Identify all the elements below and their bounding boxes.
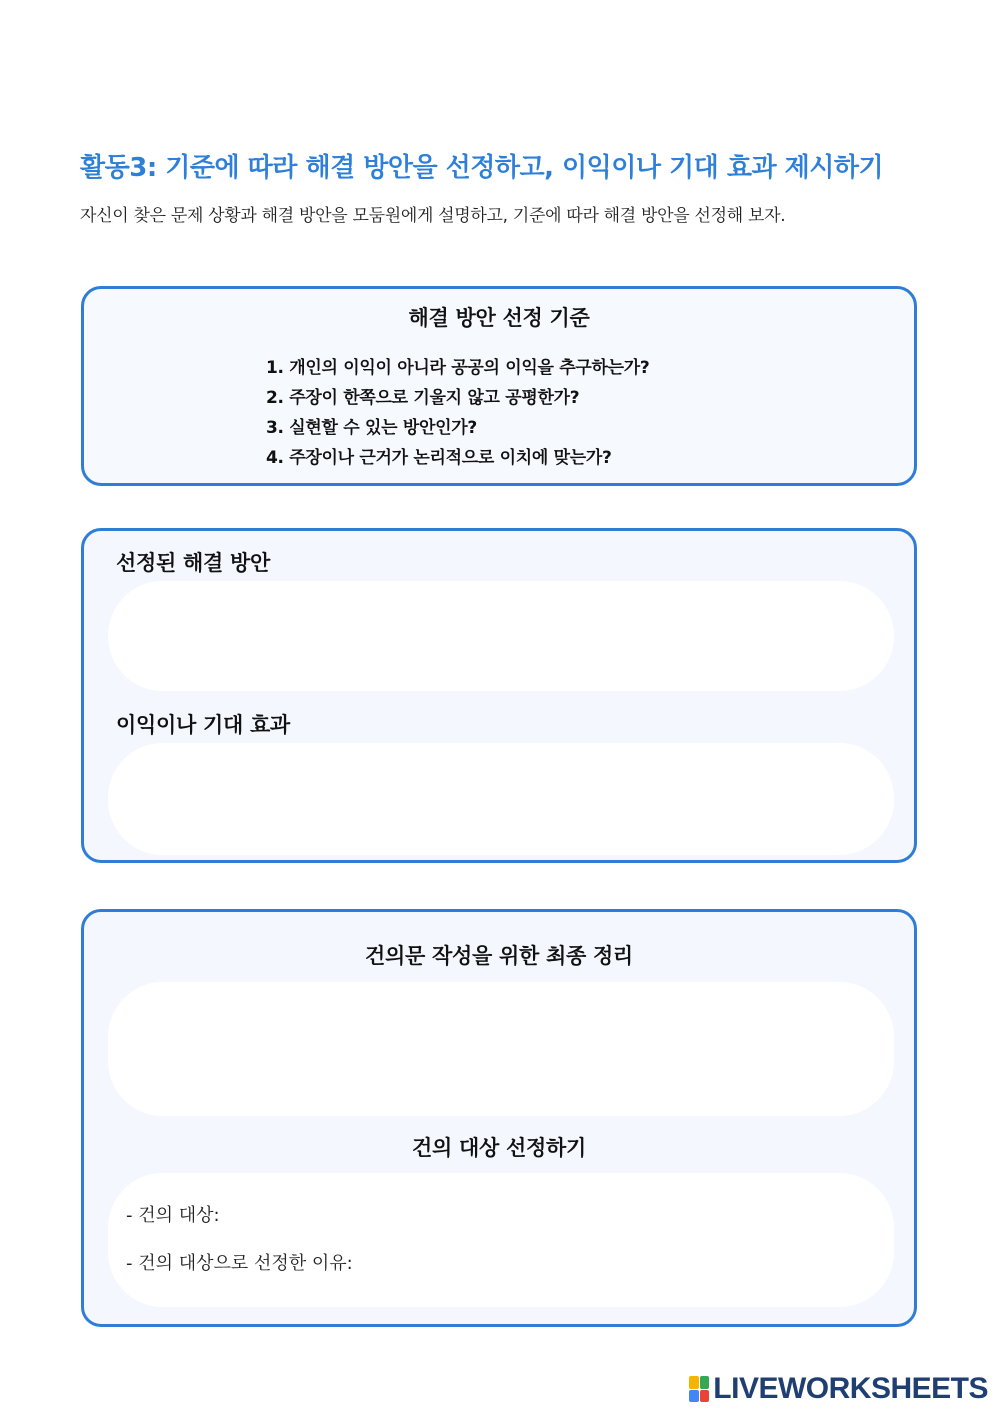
final-summary-box xyxy=(81,909,917,1327)
liveworksheets-logo-icon xyxy=(689,1376,709,1402)
activity-instruction: 자신이 찾은 문제 상황과 해결 방안을 모둠원에게 설명하고, 기준에 따라 해결 방안을 선정해 보자. xyxy=(80,206,786,226)
target-line: - 건의 대상: xyxy=(126,1205,220,1226)
target-reason-line: - 건의 대상으로 선정한 이유: xyxy=(126,1253,353,1274)
liveworksheets-logo-text: LIVEWORKSHEETS xyxy=(713,1372,988,1405)
criteria-heading: 해결 방안 선정 기준 xyxy=(408,306,590,330)
selected-solution-label: 선정된 해결 방안 xyxy=(116,551,270,575)
benefit-answer-field[interactable] xyxy=(108,743,894,855)
criteria-item-3: 3. 실현할 수 있는 방안인가? xyxy=(266,418,477,438)
final-summary-answer-field[interactable] xyxy=(108,982,894,1116)
criteria-box xyxy=(81,286,917,486)
criteria-item-1: 1. 개인의 이익이 아니라 공공의 이익을 추구하는가? xyxy=(266,358,650,378)
target-answer-area[interactable] xyxy=(108,1173,894,1307)
benefit-label: 이익이나 기대 효과 xyxy=(116,713,290,737)
liveworksheets-logo xyxy=(689,1373,988,1405)
selected-solution-answer-field[interactable] xyxy=(108,581,894,691)
activity-title: 활동3: 기준에 따라 해결 방안을 선정하고, 이익이나 기대 효과 제시하기 xyxy=(80,153,884,183)
criteria-list xyxy=(266,353,649,473)
final-summary-heading: 건의문 작성을 위한 최종 정리 xyxy=(365,944,633,968)
solution-box xyxy=(81,528,917,863)
target-selection-heading: 건의 대상 선정하기 xyxy=(412,1136,586,1160)
criteria-item-4: 4. 주장이나 근거가 논리적으로 이치에 맞는가? xyxy=(266,448,612,468)
criteria-item-2: 2. 주장이 한쪽으로 기울지 않고 공평한가? xyxy=(266,388,580,408)
